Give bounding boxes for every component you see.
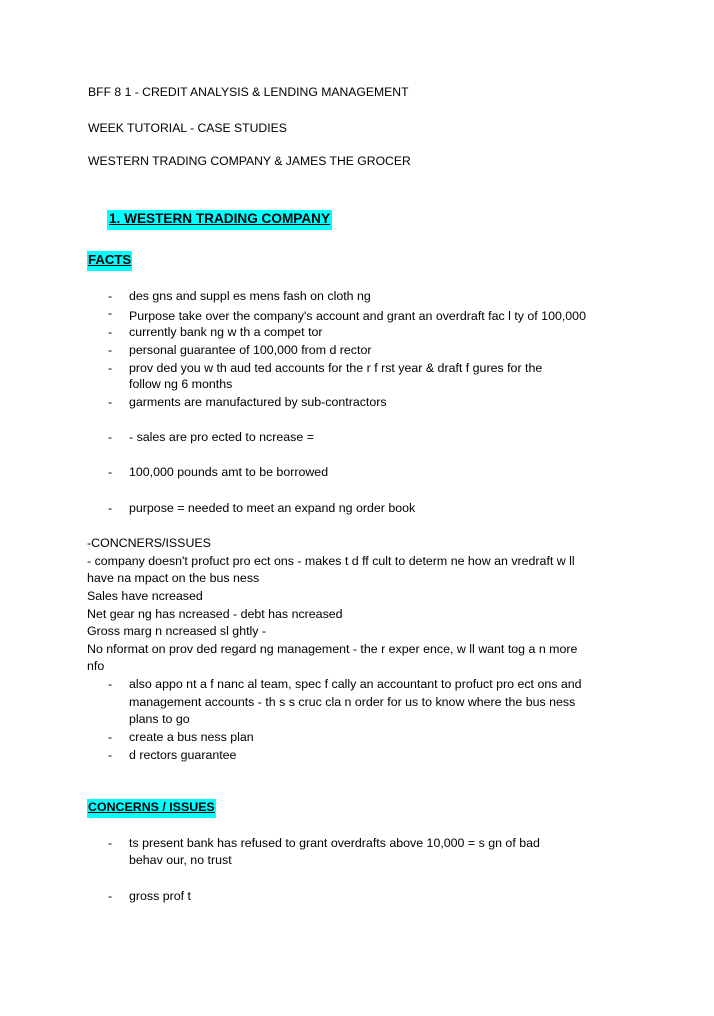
notes-line: Sales have ncreased	[87, 589, 203, 603]
week-title: WEEK TUTORIAL - CASE STUDIES	[88, 121, 287, 135]
fact-item-continued: follow ng 6 months	[129, 377, 233, 391]
bullet-dash: -	[108, 465, 113, 479]
notes-item: create a bus ness plan	[129, 730, 254, 744]
bullet-dash: -	[108, 677, 113, 691]
fact-item: garments are manufactured by sub-contractors	[129, 395, 387, 409]
notes-line: No nformat on prov ded regard ng management - the r exper ence, w ll want tog a n more	[87, 642, 578, 656]
concerns-item-continued: behav our, no trust	[129, 853, 232, 867]
notes-line: - company doesn't profuct pro ect ons - makes t d ff cult to determ ne how an vredraft w ll	[87, 554, 575, 568]
section-heading-western-trading: 1. WESTERN TRADING COMPANY	[107, 210, 332, 230]
case-studies-title: WESTERN TRADING COMPANY & JAMES THE GROCER	[88, 154, 411, 168]
notes-line: -CONCNERS/ISSUES	[87, 536, 211, 550]
notes-item-continued: plans to go	[129, 712, 190, 726]
fact-item: - sales are pro ected to ncrease =	[129, 430, 314, 444]
notes-line: have na mpact on the bus ness	[87, 571, 260, 585]
bullet-dash: -	[108, 395, 113, 409]
fact-item: currently bank ng w th a compet tor	[129, 325, 323, 339]
fact-item: des gns and suppl es mens fash on cloth ng	[129, 289, 371, 303]
concerns-item: gross prof t	[129, 889, 191, 903]
notes-line: Gross marg n ncreased sl ghtly -	[87, 624, 267, 638]
notes-item: also appo nt a f nanc al team, spec f cally an accountant to profuct pro ect ons and	[129, 677, 582, 691]
bullet-dash: -	[108, 730, 113, 744]
concerns-item: ts present bank has refused to grant overdrafts above 10,000 = s gn of bad	[129, 836, 540, 850]
notes-item: d rectors guarantee	[129, 748, 237, 762]
bullet-dash: -	[108, 306, 113, 320]
facts-heading: FACTS	[87, 251, 132, 271]
course-title: BFF 8 1 - CREDIT ANALYSIS & LENDING MANAGEMENT	[88, 85, 409, 99]
fact-item: 100,000 pounds amt to be borrowed	[129, 465, 329, 479]
fact-item: prov ded you w th aud ted accounts for the r f rst year & draft f gures for the	[129, 361, 543, 375]
bullet-dash: -	[108, 361, 113, 375]
notes-line: nfo	[87, 659, 105, 673]
notes-item-continued: management accounts - th s s cruc cla n order for us to know where the bus ness	[129, 695, 576, 709]
bullet-dash: -	[108, 325, 113, 339]
bullet-dash: -	[108, 836, 113, 850]
bullet-dash: -	[108, 889, 113, 903]
fact-item: Purpose take over the company's account and grant an overdraft fac l ty of 100,000	[129, 309, 586, 323]
bullet-dash: -	[108, 343, 113, 357]
bullet-dash: -	[108, 430, 113, 444]
notes-line: Net gear ng has ncreased - debt has ncreased	[87, 607, 343, 621]
concerns-heading: CONCERNS / ISSUES	[87, 799, 216, 818]
fact-item: purpose = needed to meet an expand ng order book	[129, 501, 416, 515]
bullet-dash: -	[108, 501, 113, 515]
bullet-dash: -	[108, 748, 113, 762]
fact-item: personal guarantee of 100,000 from d rector	[129, 343, 372, 357]
bullet-dash: -	[108, 289, 113, 303]
